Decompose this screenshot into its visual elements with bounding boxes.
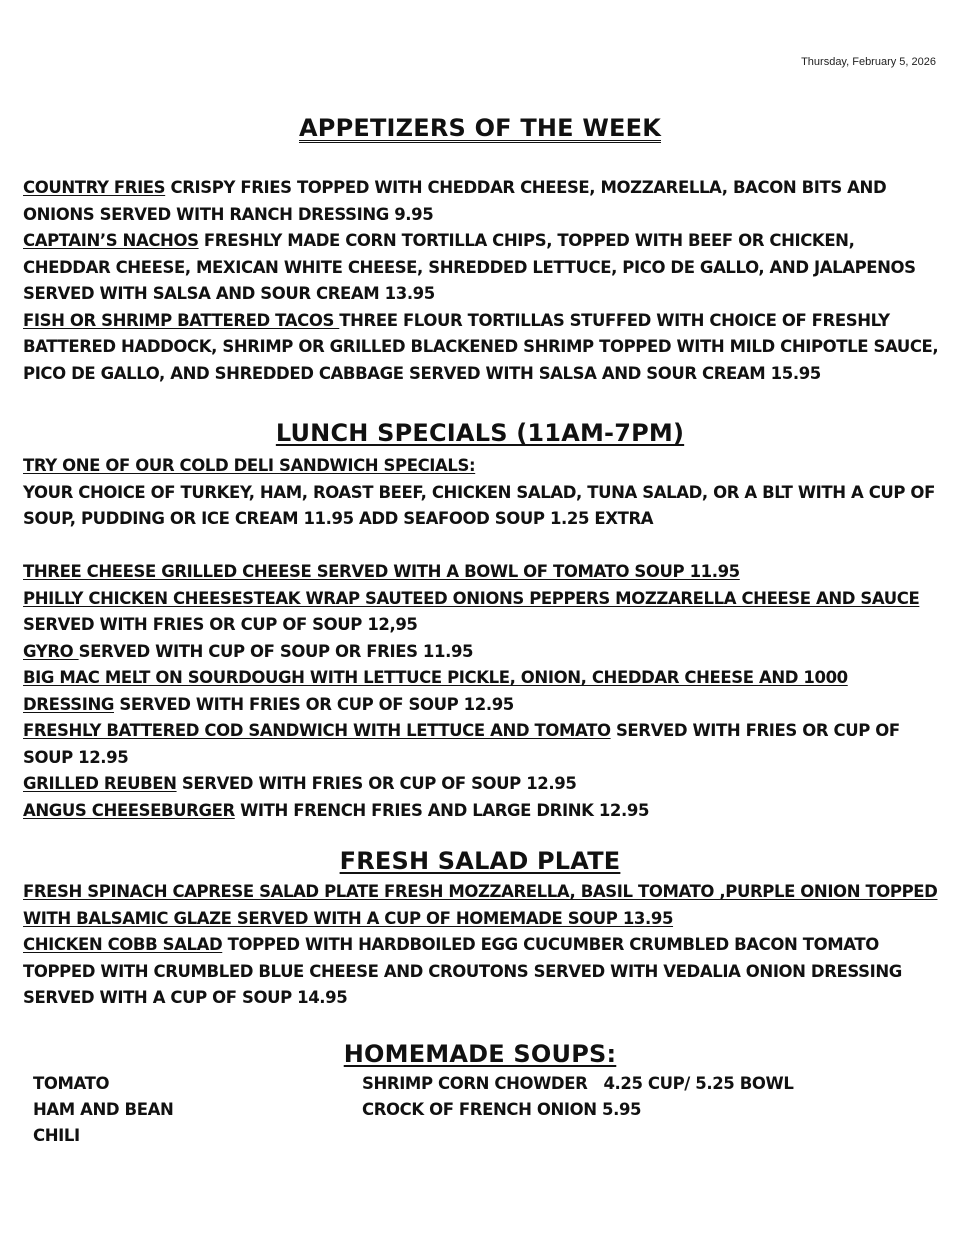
appetizer-desc: THREE FLOUR TORTILLAS STUFFED WITH CHOICE OF FRESHLY BATTERED HADDOCK, SHRIMP OR GRILLED BLACKENED SHRIMP TOPPED WITH MILD CHIPOTLE SAUCE, PICO DE GALLO, AND SHREDDED CABBAGE SERVED WITH SALSA AND SOUR CREAM 15.95 — [23, 310, 939, 383]
deli-text: YOUR CHOICE OF TURKEY, HAM, ROAST BEEF, CHICKEN SALAD, TUNA SALAD, OR A BLT WITH A CUP OF SOUP, PUDDING OR ICE CREAM 11.95 ADD SEAFOOD SOUP 1.25 EXTRA — [23, 482, 935, 528]
lunch-item — [23, 586, 943, 639]
salad-title: FRESH SALAD PLATE — [339, 847, 621, 875]
salad-item-name: FRESH SPINACH CAPRESE SALAD PLATE FRESH MOZZARELLA, BASIL TOMATO ,PURPLE ONION TOPPED WITH BALSAMIC GLAZE SERVED WITH A CUP OF HOMEMADE SOUP 13.95 — [23, 882, 938, 928]
appetizer-item — [23, 175, 943, 228]
soup-item: CHILI — [33, 1126, 80, 1145]
salad-item — [23, 932, 943, 1012]
soups-right-column — [362, 1071, 793, 1123]
lunch-item-desc: SERVED WITH CUP OF SOUP OR FRIES 11.95 — [78, 641, 474, 661]
lunch-title: LUNCH SPECIALS (11AM-7PM) — [275, 419, 685, 447]
soup-item: CROCK OF FRENCH ONION 5.95 — [362, 1100, 642, 1119]
lunch-item — [23, 559, 943, 586]
appetizers-title: APPETIZERS OF THE WEEK — [299, 114, 661, 142]
lunch-deli — [23, 453, 943, 533]
lunch-item-desc: WITH FRENCH FRIES AND LARGE DRINK 12.95 — [234, 800, 650, 820]
appetizer-name: FISH OR SHRIMP BATTERED TACOS — [23, 310, 340, 330]
appetizer-desc: FRESHLY MADE CORN TORTILLA CHIPS, TOPPED WITH BEEF OR CHICKEN, CHEDDAR CHEESE, MEXICAN WHITE CHEESE, SHREDDED LETTUCE, PICO DE GALLO, AND JALAPENOS SERVED WITH SALSA AND SOUR CREAM 13.95 — [23, 231, 916, 303]
lunch-item-desc: SERVED WITH FRIES OR CUP OF SOUP 12.95 — [23, 721, 900, 767]
soup-item: HAM AND BEAN — [33, 1100, 174, 1119]
lunch-item-desc: SERVED WITH FRIES OR CUP OF SOUP 12.95 — [176, 774, 577, 793]
salad-item-name: CHICKEN COBB SALAD — [23, 935, 223, 954]
lunch-item-name: ANGUS CHEESEBURGER — [23, 800, 235, 820]
appetizer-desc: CRISPY FRIES TOPPED WITH CHEDDAR CHEESE, MOZZARELLA, BACON BITS AND ONIONS SERVED WITH RANCH DRESSING 9.95 — [23, 178, 887, 224]
appetizer-name: CAPTAIN’S NACHOS — [23, 231, 199, 250]
appetizer-item — [23, 228, 943, 308]
appetizer-item — [23, 308, 943, 388]
salad-item — [23, 879, 943, 932]
lunch-item-desc: SERVED WITH FRIES OR CUP OF SOUP 12.95 — [114, 694, 514, 714]
lunch-item — [23, 639, 943, 666]
lunch-item-name: BIG MAC MELT ON SOURDOUGH WITH LETTUCE PICKLE, ONION, CHEDDAR CHEESE AND 1000 DRESSING — [23, 668, 848, 714]
appetizer-name: COUNTRY FRIES — [23, 178, 166, 197]
lunch-item-name: PHILLY CHICKEN CHEESESTEAK WRAP SAUTEED ONIONS PEPPERS MOZZARELLA CHEESE AND SAUCE — [23, 588, 920, 608]
salad-item-desc: TOPPED WITH HARDBOILED EGG CUCUMBER CRUMBLED BACON TOMATO TOPPED WITH CRUMBLED BLUE CHEESE AND CROUTONS SERVED WITH VEDALIA ONION DRESSING SERVED WITH A CUP OF SOUP 14.95 — [23, 935, 902, 1007]
lunch-item-desc: SERVED WITH FRIES OR CUP OF SOUP 12,95 — [23, 615, 418, 634]
lunch-item-name: GRILLED REUBEN — [23, 774, 177, 793]
soup-item: TOMATO — [33, 1074, 110, 1093]
soup-item: SHRIMP CORN CHOWDER 4.25 CUP/ 5.25 BOWL — [362, 1074, 794, 1093]
lunch-item-name: GYRO — [23, 641, 79, 661]
menu-date: Thursday, February 5, 2026 — [801, 56, 936, 68]
lunch-item-name: FRESHLY BATTERED COD SANDWICH WITH LETTUCE AND TOMATO — [23, 721, 611, 740]
lunch-item — [23, 718, 943, 771]
lunch-item-name: THREE CHEESE GRILLED CHEESE SERVED WITH A BOWL OF TOMATO SOUP 11.95 — [23, 562, 740, 581]
lunch-list — [23, 559, 943, 824]
soups-title: HOMEMADE SOUPS: — [343, 1040, 617, 1068]
soups-left-column — [33, 1071, 173, 1149]
lunch-item — [23, 798, 943, 825]
lunch-item — [23, 665, 943, 718]
lunch-item — [23, 771, 943, 798]
lunch-subtitle: TRY ONE OF OUR COLD DELI SANDWICH SPECIALS: — [23, 456, 476, 475]
appetizers-list — [23, 175, 943, 387]
salad-list — [23, 879, 943, 1012]
